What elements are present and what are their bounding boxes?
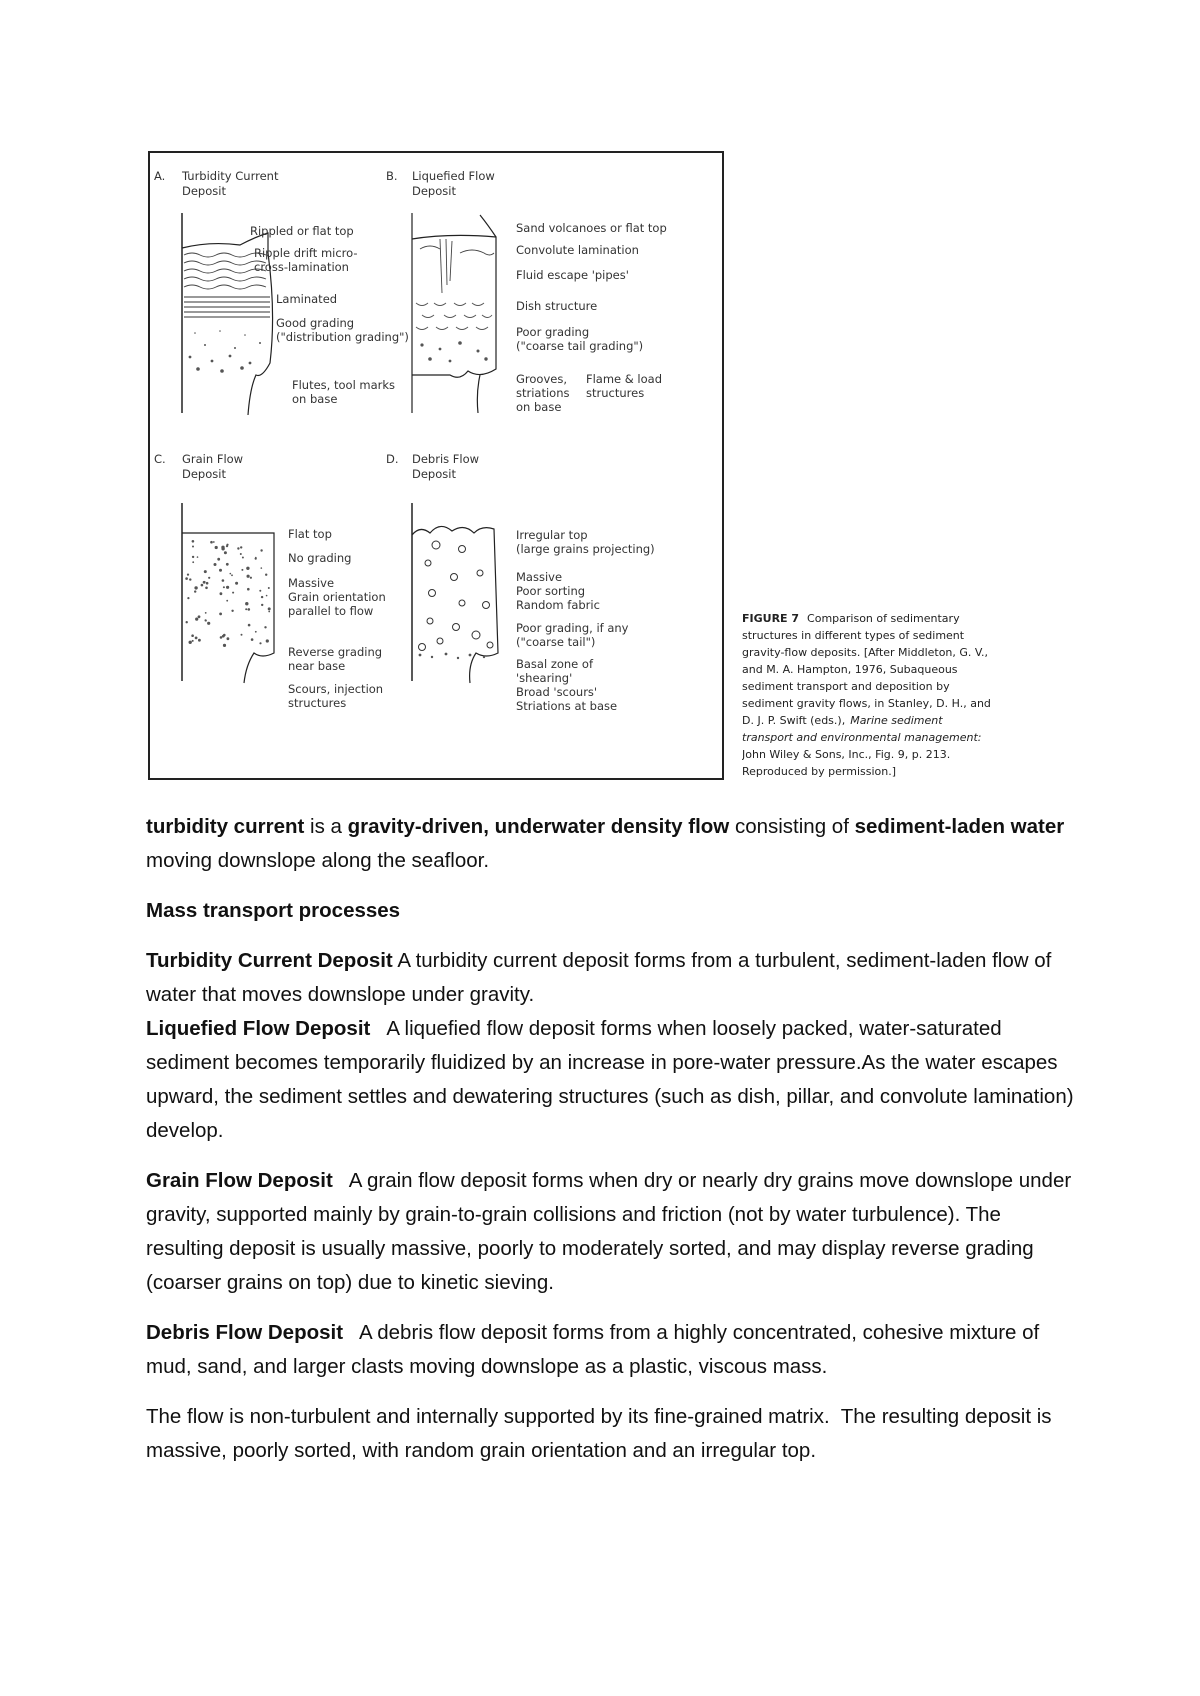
- debris-paragraph: [146, 1316, 1076, 1384]
- caption-line-4: and M. A. Hampton, 1976, Subaqueous: [742, 663, 958, 676]
- grain-dot: [198, 639, 201, 642]
- panel-d-label-1: Irregular top: [516, 528, 588, 542]
- panel-a-label-7: Flutes, tool marks: [292, 378, 396, 392]
- panel-a-letter: A.: [154, 169, 166, 183]
- debris-heading: Debris Flow Deposit: [146, 1321, 344, 1344]
- panel-c-label-1: Flat top: [288, 527, 332, 541]
- panel-c-grains: [185, 540, 270, 647]
- figure-caption: [742, 608, 1062, 788]
- grain-dot: [231, 610, 233, 612]
- grain-dot: [192, 561, 194, 563]
- panel-d-label-2: (large grains projecting): [516, 542, 655, 556]
- panel-d-label-9: 'shearing': [516, 671, 573, 685]
- grain-dot: [226, 600, 228, 602]
- grain-dot: [268, 587, 270, 589]
- panel-b-base-line: [477, 375, 480, 413]
- liquefied-paragraph: [146, 1012, 1080, 1148]
- grain-dot: [242, 557, 244, 559]
- intro-paragraph: [146, 810, 1076, 878]
- grain-dot: [213, 541, 215, 543]
- panel-d-label-5: Random fabric: [516, 598, 600, 612]
- grain-dot: [192, 546, 194, 548]
- grain-dot: [205, 587, 208, 590]
- term-turbidity-current: turbidity current: [146, 815, 305, 838]
- panel-c-label-8: Scours, injection: [288, 682, 384, 696]
- panel-b-label-10: Flame & load: [586, 372, 662, 386]
- panel-a-title-1: Turbidity Current: [182, 169, 279, 183]
- panel-c-letter: C.: [154, 452, 166, 466]
- panel-b-pipes: [420, 239, 494, 293]
- panel-d-letter: D.: [386, 452, 399, 466]
- caption-line-6: sediment gravity flows, in Stanley, D. H., and: [742, 697, 991, 710]
- panel-a-label-2: Ripple drift micro-: [254, 246, 358, 260]
- panel-b-label-5: Poor grading: [516, 325, 590, 339]
- grain-dot: [230, 573, 232, 575]
- turbidity-heading: Turbidity Current Deposit: [146, 949, 393, 972]
- grain-dot: [248, 608, 251, 611]
- grain-dot: [192, 640, 194, 642]
- panel-a-label-4: Laminated: [276, 292, 338, 306]
- turbidity-paragraph: [146, 944, 1076, 1012]
- panel-a-graded-grains: [189, 330, 261, 373]
- grain-dot: [268, 607, 271, 610]
- panel-d: [386, 452, 655, 713]
- grain-dot: [268, 611, 270, 613]
- panel-b-label-9: on base: [516, 400, 562, 414]
- panel-b-label-6: ("coarse tail grading"): [516, 339, 644, 353]
- panel-d-clasts: [419, 541, 494, 651]
- grain-dot: [187, 597, 189, 599]
- panel-b-label-1: Sand volcanoes or flat top: [516, 221, 667, 235]
- panel-c-label-7: near base: [288, 659, 346, 673]
- grain-dot: [194, 586, 197, 589]
- panel-d-column-outline: [412, 526, 498, 683]
- grain-dot: [186, 621, 188, 623]
- grain-dot: [197, 556, 199, 558]
- panel-b-title-2: Deposit: [412, 184, 456, 198]
- panel-b: [386, 169, 667, 414]
- figure-diagram: [150, 153, 722, 778]
- grain-dot: [189, 578, 191, 580]
- grain-dot: [226, 563, 229, 566]
- panel-b-letter: B.: [386, 169, 398, 183]
- caption-line-2: structures in different types of sediment: [742, 629, 965, 642]
- panel-a-parallel-lamination: [184, 297, 270, 317]
- grain-dot: [204, 581, 206, 583]
- grain-dot: [222, 579, 225, 582]
- closing-paragraph: The flow is non-turbulent and internally supported by its fine-grained matrix. The resulting deposit is massive, poorly sorted, with random grain orientation and an irregular top.: [146, 1405, 1058, 1462]
- panel-d-label-3: Massive: [516, 570, 563, 584]
- grain-dot: [192, 540, 195, 543]
- panel-b-label-11: structures: [586, 386, 645, 400]
- caption-line-10: Reproduced by permission.]: [742, 765, 897, 778]
- grain-dot: [245, 608, 247, 610]
- panel-a-label-1: Rippled or flat top: [250, 224, 354, 238]
- panel-b-dish-structures: [416, 303, 492, 330]
- grain-dot: [248, 624, 251, 627]
- grain-dot: [192, 556, 194, 558]
- grain-dot: [237, 547, 239, 549]
- grain-dot: [210, 541, 213, 544]
- grain-dot: [266, 595, 268, 597]
- grain-dot: [204, 570, 207, 573]
- grain-dot: [247, 575, 250, 578]
- liquefied-body: A liquefied flow deposit forms when loosely packed, water-saturated sediment becomes temporarily fluidized by an increase in pore-water pressure.As the water escapes upward, the sediment settles and dewatering structures (such as dish, pillar, and convolute lamination) develop.: [146, 1017, 1080, 1142]
- caption-text-1: Comparison of sedimentary: [807, 612, 960, 625]
- panel-c-label-2: No grading: [288, 551, 352, 565]
- panel-a: [154, 169, 409, 415]
- caption-text-7-italic: Marine sediment: [850, 714, 943, 727]
- grain-dot: [259, 642, 261, 644]
- term-sediment-laden-water: sediment-laden water: [854, 815, 1065, 838]
- panel-b-top-line: [480, 215, 496, 237]
- caption-text-7: D. J. P. Swift (eds.),: [742, 714, 846, 727]
- grain-dot: [251, 638, 254, 641]
- section-heading: Mass transport processes: [146, 899, 401, 922]
- grain-dot: [266, 639, 269, 642]
- sediment-gravity-flow-figure: [148, 151, 724, 780]
- panel-b-label-8: striations: [516, 386, 570, 400]
- grain-dot: [198, 615, 201, 618]
- grain-dot: [247, 588, 250, 591]
- panel-b-label-4: Dish structure: [516, 299, 598, 313]
- panel-b-title-1: Liquefied Flow: [412, 169, 495, 183]
- grain-dot: [226, 545, 228, 547]
- grain-dot: [223, 644, 226, 647]
- panel-a-label-8: on base: [292, 392, 338, 406]
- panel-b-label-3: Fluid escape 'pipes': [516, 268, 629, 282]
- grain-dot: [191, 634, 194, 637]
- grain-dot: [232, 592, 234, 594]
- panel-b-coarse-grains: [420, 341, 487, 362]
- grain-dot: [235, 582, 238, 585]
- panel-a-label-6: ("distribution grading"): [276, 330, 409, 344]
- panel-a-label-5: Good grading: [276, 316, 355, 330]
- panel-d-label-4: Poor sorting: [516, 584, 586, 598]
- grain-dot: [261, 596, 263, 598]
- caption-line-7: [742, 714, 943, 727]
- grain-dot: [221, 546, 224, 549]
- grain-dot: [201, 584, 204, 587]
- grain-dot: [194, 590, 196, 592]
- grain-dot: [224, 551, 227, 554]
- grain-body: A grain flow deposit forms when dry or nearly dry grains move downslope under gravity, supported mainly by grain-to-grain collisions and friction (not by water turbulence). The resulting deposit is usually massive, poorly to moderately sorted, and may display reverse grading (coarser grains on top) due to kinetic sieving.: [146, 1169, 1077, 1294]
- grain-dot: [223, 586, 225, 588]
- grain-dot: [205, 612, 207, 614]
- panel-b-label-7: Grooves,: [516, 372, 567, 386]
- term-gravity-driven-flow: gravity-driven, underwater density flow: [347, 815, 730, 838]
- grain-paragraph: [146, 1164, 1076, 1300]
- caption-line-8: transport and environmental management:: [742, 731, 982, 744]
- panel-a-label-3: cross-lamination: [254, 260, 349, 274]
- panel-c-label-3: Massive: [288, 576, 335, 590]
- grain-dot: [240, 546, 242, 548]
- grain-dot: [215, 546, 218, 549]
- panel-a-title-2: Deposit: [182, 184, 226, 198]
- grain-dot: [214, 563, 217, 566]
- grain-dot: [255, 558, 257, 560]
- panel-b-column-outline: [412, 235, 496, 377]
- grain-dot: [265, 574, 267, 576]
- caption-line-5: sediment transport and deposition by: [742, 680, 950, 693]
- grain-dot: [226, 586, 229, 589]
- grain-dot: [220, 636, 223, 639]
- grain-dot: [261, 567, 263, 569]
- panel-c-label-6: Reverse grading: [288, 645, 383, 659]
- panel-b-label-2: Convolute lamination: [516, 243, 639, 257]
- grain-dot: [219, 569, 222, 572]
- panel-c-label-9: structures: [288, 696, 347, 710]
- debris-body: A debris flow deposit forms from a highly concentrated, cohesive mixture of mud, sand, and larger clasts moving downslope as a plastic, viscous mass.: [146, 1321, 1045, 1378]
- grain-dot: [217, 558, 220, 561]
- panel-d-label-6: Poor grading, if any: [516, 621, 629, 635]
- grain-dot: [187, 574, 189, 576]
- panel-c-column-outline: [182, 533, 274, 683]
- grain-dot: [250, 577, 252, 579]
- grain-dot: [220, 592, 223, 595]
- grain-dot: [195, 637, 198, 640]
- grain-dot: [195, 618, 198, 621]
- grain-dot: [207, 622, 210, 625]
- intro-text-1: is a: [304, 815, 348, 838]
- document-body: [146, 810, 1080, 1484]
- grain-dot: [255, 631, 257, 633]
- caption-line-3: gravity-flow deposits. [After Middleton, G. V.,: [742, 646, 989, 659]
- panel-c-title-2: Deposit: [182, 467, 226, 481]
- caption-line-1: [742, 612, 960, 625]
- grain-dot: [189, 641, 192, 644]
- panel-d-label-11: Striations at base: [516, 699, 618, 713]
- grain-dot: [206, 582, 209, 585]
- grain-dot: [264, 626, 266, 628]
- grain-dot: [245, 602, 248, 605]
- grain-dot: [227, 637, 230, 640]
- grain-dot: [231, 574, 233, 576]
- grain-dot: [241, 569, 243, 571]
- grain-dot: [246, 567, 249, 570]
- grain-dot: [219, 613, 222, 616]
- intro-text-3: moving downslope along the seafloor.: [146, 849, 490, 872]
- panel-c-title-1: Grain Flow: [182, 452, 244, 466]
- panel-d-title-1: Debris Flow: [412, 452, 480, 466]
- panel-c-label-5: parallel to flow: [288, 604, 374, 618]
- grain-heading: Grain Flow Deposit: [146, 1169, 333, 1192]
- liquefied-heading: Liquefied Flow Deposit: [146, 1017, 371, 1040]
- grain-dot: [185, 577, 188, 580]
- grain-dot: [222, 635, 225, 638]
- grain-dot: [259, 590, 261, 592]
- caption-line-9: John Wiley & Sons, Inc., Fig. 9, p. 213.: [742, 748, 951, 761]
- turbidity-body: A turbidity current deposit forms from a turbulent, sediment-laden flow of water that moves downslope under gravity.: [146, 949, 1052, 1006]
- panel-d-label-7: ("coarse tail"): [516, 635, 596, 649]
- caption-figure-label: FIGURE 7: [742, 612, 800, 625]
- grain-dot: [240, 553, 242, 555]
- panel-d-title-2: Deposit: [412, 467, 456, 481]
- panel-d-label-8: Basal zone of: [516, 657, 594, 671]
- grain-dot: [241, 634, 243, 636]
- panel-c-label-4: Grain orientation: [288, 590, 386, 604]
- grain-dot: [208, 577, 210, 579]
- intro-text-2: consisting of: [729, 815, 855, 838]
- grain-dot: [260, 549, 262, 551]
- panel-d-label-10: Broad 'scours': [516, 685, 598, 699]
- panel-c: [154, 452, 386, 710]
- grain-dot: [205, 619, 207, 621]
- grain-dot: [261, 604, 263, 606]
